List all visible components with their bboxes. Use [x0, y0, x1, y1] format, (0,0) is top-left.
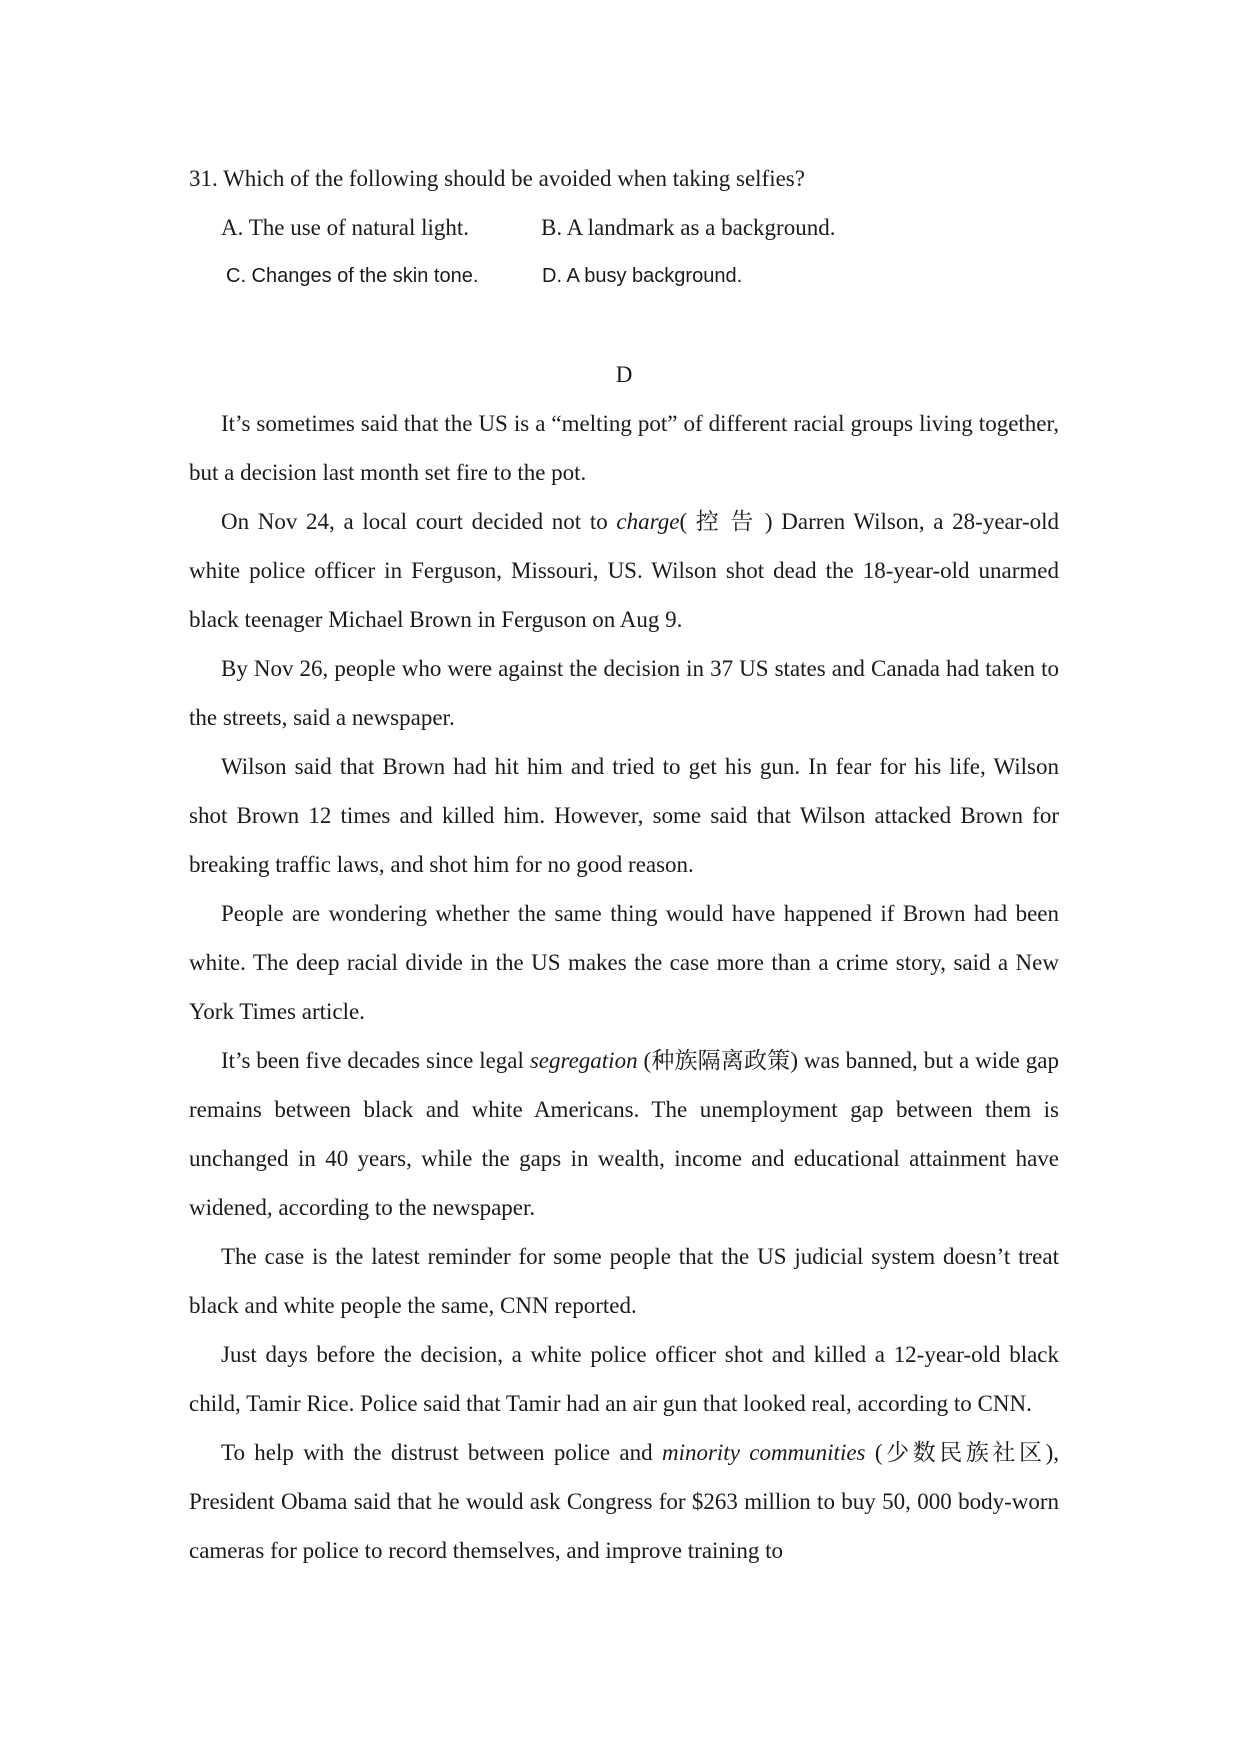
option-b: B. A landmark as a background. [541, 215, 836, 240]
term-segregation: segregation [529, 1048, 638, 1073]
passage-title: D [615, 362, 633, 387]
paragraph-6-text-b: was banned, but a wide gap remains between black and white Americans. The unemployment gap between them is unchanged in 40 years, while the gaps in wealth, income and educational attainment have widened, according to the newspaper. [189, 1048, 1059, 1220]
term-charge: charge [616, 509, 680, 534]
option-a: A. The use of natural light. [221, 215, 470, 240]
paragraph-1: It’s sometimes said that the US is a “melting pot” of different racial groups living together, but a decision last month set fire to the pot. [189, 411, 1059, 485]
option-c: C. Changes of the skin tone. [226, 265, 479, 287]
paragraph-2-text-b: Darren Wilson, a 28-year-old white police officer in Ferguson, Missouri, US. Wilson shot dead the 18-year-old unarmed black teenager Michael Brown in Ferguson on Aug 9. [189, 509, 1059, 632]
term-minority-communities: minority communities [661, 1440, 866, 1465]
options-row-ab [189, 203, 1059, 252]
paragraph-5: People are wondering whether the same thing would have happened if Brown had been white. The deep racial divide in the US makes the case more than a crime story, said a New York Times article. [189, 901, 1059, 1024]
options-row-cd [189, 252, 1059, 301]
paragraph-6-text-a: It’s been five decades since legal [221, 1048, 530, 1073]
paragraph-7: The case is the latest reminder for some people that the US judicial system doesn’t treat black and white people the same, CNN reported. [189, 1244, 1059, 1318]
document-page [189, 154, 1059, 1575]
paragraph-2 [189, 497, 1059, 644]
paragraph-9 [189, 1428, 1059, 1575]
gloss-minority-communities: (少数民族社区) [865, 1440, 1054, 1465]
gloss-charge: ( 控 告 ) [679, 509, 773, 534]
question-stem: 31. Which of the following should be avoided when taking selfies? [189, 166, 805, 191]
gloss-segregation: (种族隔离政策) [637, 1048, 799, 1073]
paragraph-9-text-a: To help with the distrust between police and [221, 1440, 662, 1465]
paragraph-3: By Nov 26, people who were against the decision in 37 US states and Canada had taken to the streets, said a newspaper. [189, 656, 1059, 730]
paragraph-4: Wilson said that Brown had hit him and tried to get his gun. In fear for his life, Wilson shot Brown 12 times and killed him. However, some said that Wilson attacked Brown for breaking traffic laws, and shot him for no good reason. [189, 754, 1059, 877]
paragraph-8: Just days before the decision, a white police officer shot and killed a 12-year-old black child, Tamir Rice. Police said that Tamir had an air gun that looked real, according to CNN. [189, 1342, 1059, 1416]
option-d: D. A busy background. [542, 265, 743, 287]
paragraph-2-text-a: On Nov 24, a local court decided not to [221, 509, 617, 534]
paragraph-9-text-b: , President Obama said that he would ask Congress for $263 million to buy 50, 000 body-worn cameras for police to record themselves, and improve training to [189, 1440, 1059, 1563]
paragraph-6 [189, 1036, 1059, 1232]
